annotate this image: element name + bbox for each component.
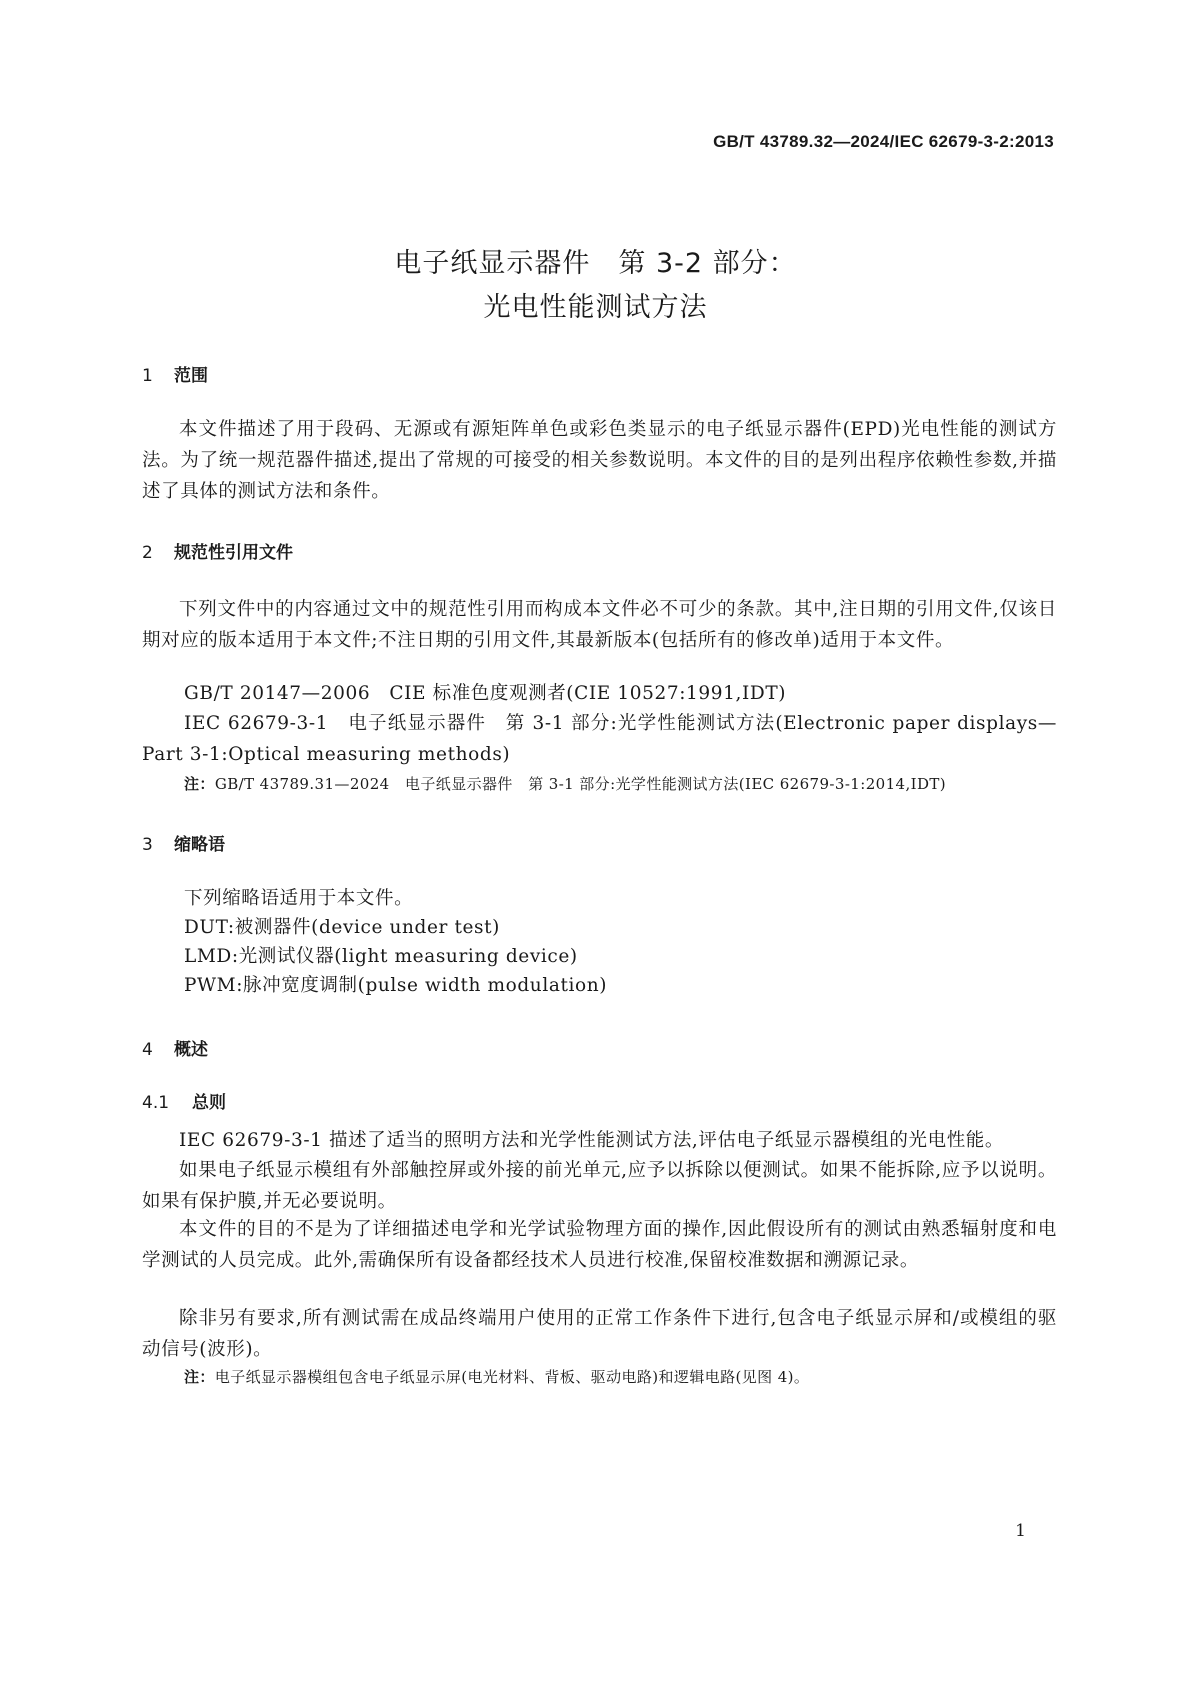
standard-code: GB/T 43789.32—2024/IEC 62679-3-2:2013 <box>713 132 1054 151</box>
section-number: 3 <box>142 835 153 855</box>
general-paragraph: 本文件的目的不是为了详细描述电学和光学试验物理方面的操作,因此假设所有的测试由熟悉辐射度和电学测试的人员完成。此外,需确保所有设备都经技术人员进行校准,保留校准数据和溯源记录。 <box>142 1219 1057 1271</box>
abbreviation-item: PWM:脉冲宽度调制(pulse width modulation) <box>184 975 608 996</box>
section-heading-abbreviations <box>142 830 225 855</box>
references-note <box>184 772 1057 796</box>
document-title-line2: 光电性能测试方法 <box>483 292 708 323</box>
section-number: 4.1 <box>142 1093 170 1113</box>
abbreviation-item: DUT:被测器件(device under test) <box>184 917 500 938</box>
section-title: 缩略语 <box>174 835 225 855</box>
section-title: 范围 <box>174 366 208 386</box>
section-number: 1 <box>142 366 153 386</box>
abbreviations-intro: 下列缩略语适用于本文件。 <box>184 888 414 909</box>
section-title: 概述 <box>174 1040 208 1060</box>
note-label: 注： <box>184 1368 215 1386</box>
scope-paragraph: 本文件描述了用于段码、无源或有源矩阵单色或彩色类显示的电子纸显示器件(EPD)光电性能的测试方法。为了统一规范器件描述,提出了常规的可接受的相关参数说明。本文件的目的是列出程序依赖性参数,并描述了具体的测试方法和条件。 <box>142 419 1057 502</box>
general-note <box>184 1365 1057 1389</box>
document-title-line1: 电子纸显示器件 第 3-2 部分： <box>394 248 797 279</box>
section-heading-overview <box>142 1035 208 1060</box>
section-number: 4 <box>142 1040 153 1060</box>
general-paragraph: IEC 62679-3-1 描述了适当的照明方法和光学性能测试方法,评估电子纸显示器模组的光电性能。 <box>179 1130 1005 1151</box>
section-heading-scope <box>142 361 208 386</box>
page-number: 1 <box>1015 1521 1026 1541</box>
section-title: 总则 <box>192 1093 226 1113</box>
note-text: GB/T 43789.31—2024 电子纸显示器件 第 3-1 部分:光学性能测试方法(IEC 62679-3-1:2014,IDT) <box>214 775 947 793</box>
abbreviation-item: LMD:光测试仪器(light measuring device) <box>184 946 578 967</box>
note-label: 注： <box>184 775 215 793</box>
subsection-heading-general <box>142 1088 226 1113</box>
section-title: 规范性引用文件 <box>174 543 293 563</box>
general-paragraph: 如果电子纸显示模组有外部触控屏或外接的前光单元,应予以拆除以便测试。如果不能拆除,应予以说明。如果有保护膜,并无必要说明。 <box>142 1160 1057 1212</box>
section-heading-normative-references <box>142 538 293 563</box>
references-paragraph: 下列文件中的内容通过文中的规范性引用而构成本文件必不可少的条款。其中,注日期的引用文件,仅该日期对应的版本适用于本文件;不注日期的引用文件,其最新版本(包括所有的修改单)适用于本文件。 <box>142 599 1057 651</box>
section-number: 2 <box>142 543 153 563</box>
reference-item: GB/T 20147—2006 CIE 标准色度观测者(CIE 10527:1991,IDT) <box>184 683 787 704</box>
note-text: 电子纸显示器模组包含电子纸显示屏(电光材料、背板、驱动电路)和逻辑电路(见图 4)。 <box>214 1368 810 1386</box>
reference-item: IEC 62679-3-1 电子纸显示器件 第 3-1 部分:光学性能测试方法(Electronic paper displays—Part 3-1:Optical measuring methods) <box>142 713 1057 765</box>
general-paragraph: 除非另有要求,所有测试需在成品终端用户使用的正常工作条件下进行,包含电子纸显示屏和/或模组的驱动信号(波形)。 <box>142 1308 1057 1360</box>
